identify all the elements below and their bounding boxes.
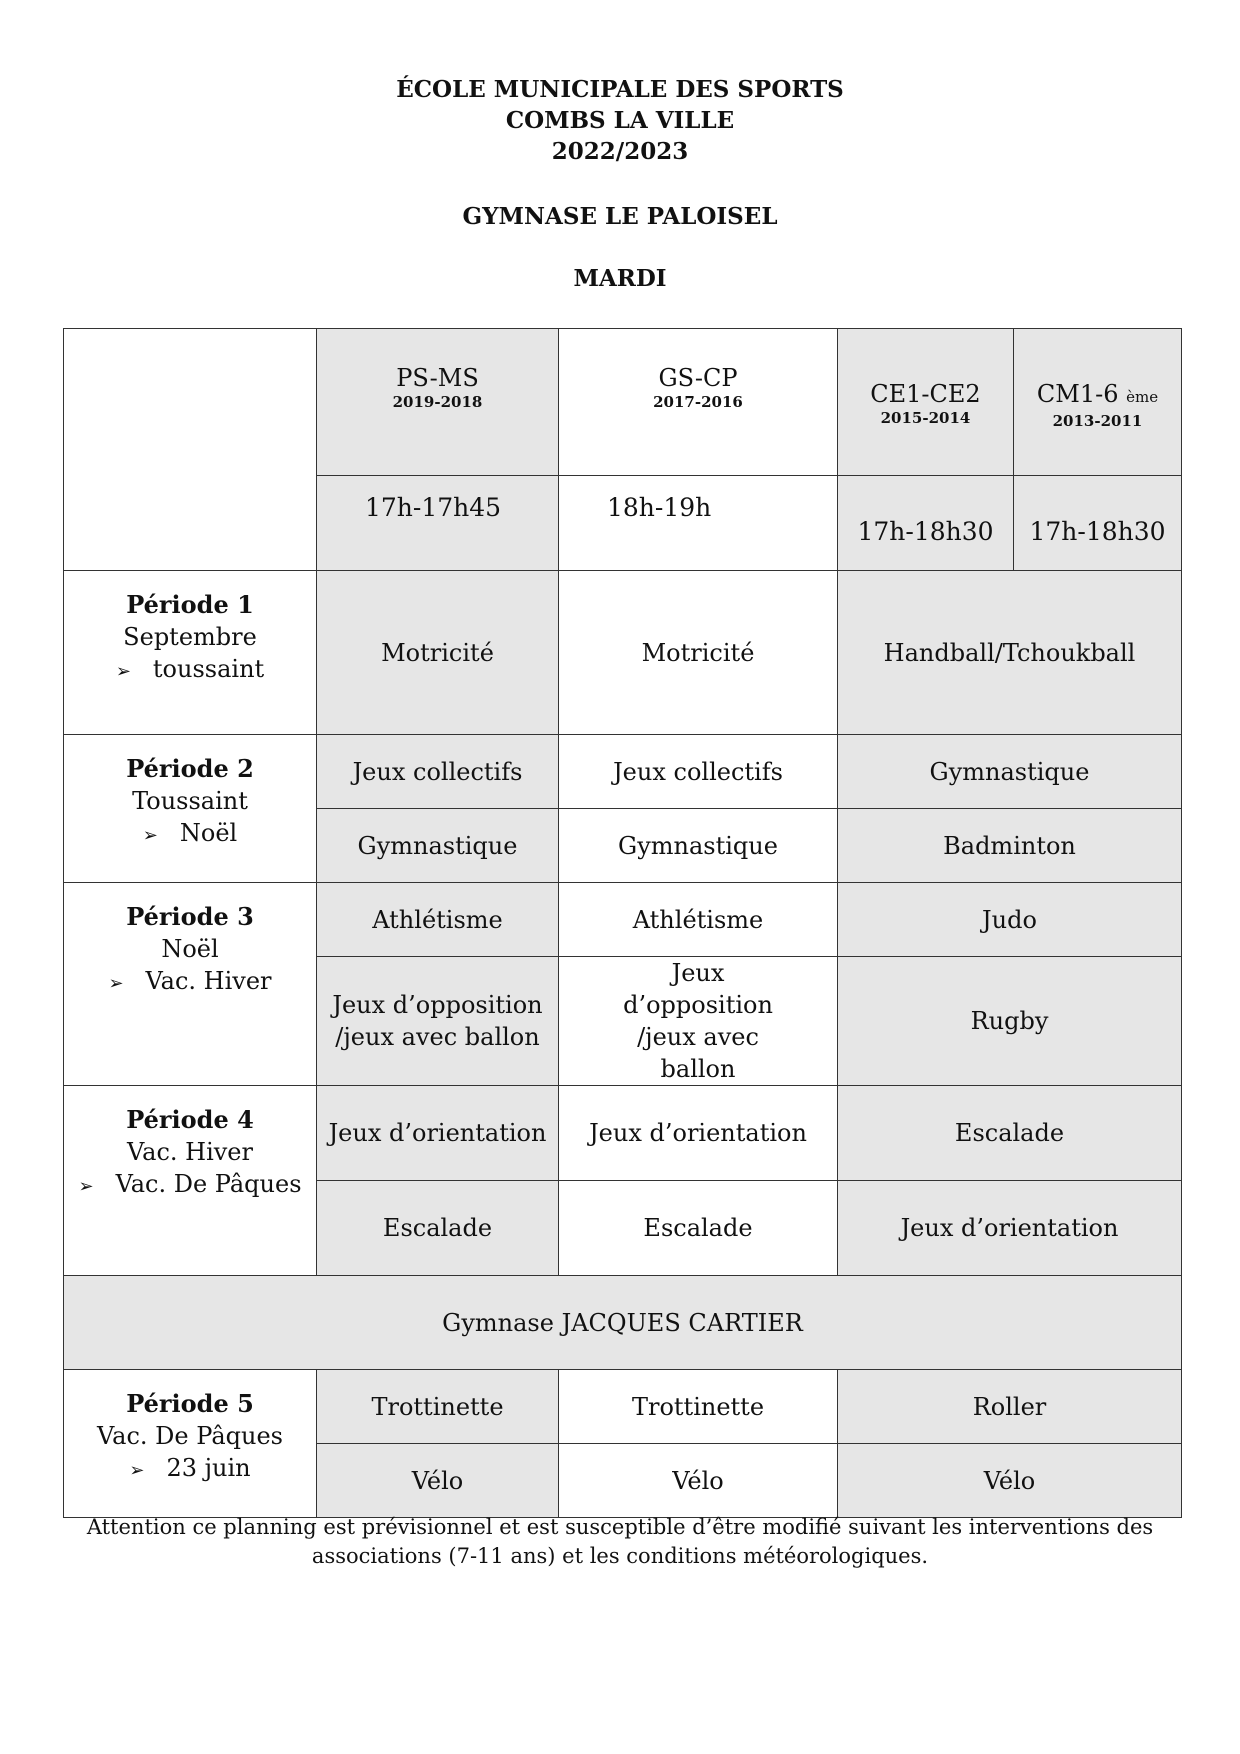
period-name: Période 3 (126, 902, 254, 931)
class-header-cell (1014, 329, 1182, 476)
period-label-cell (64, 1370, 317, 1518)
period-label-cell (64, 1086, 317, 1276)
period-row (64, 735, 1182, 809)
class-years: 2015-2014 (880, 409, 971, 427)
activity-cell: Escalade (838, 1086, 1182, 1181)
activity-cell: Rugby (838, 957, 1182, 1086)
period-name: Période 4 (126, 1105, 254, 1134)
period-label-cell (64, 571, 317, 735)
class-years: 2019-2018 (392, 393, 483, 411)
arrow-icon: ➢ (78, 1176, 94, 1197)
period-to-text: Vac. De Pâques (115, 1170, 302, 1198)
class-name-text: CM1-6 (1036, 380, 1119, 408)
activity-cell: Trottinette (559, 1370, 838, 1444)
document-title (0, 74, 1240, 167)
activity-cell: Badminton (838, 809, 1182, 883)
arrow-icon: ➢ (129, 1460, 145, 1481)
period-label-cell (64, 883, 317, 1086)
activity-cell: Athlétisme (559, 883, 838, 957)
activity-cell: Motricité (559, 571, 838, 735)
activity-cell: Gymnastique (838, 735, 1182, 809)
activity-cell: Jeux d’orientation (317, 1086, 559, 1181)
activity-cell: Roller (838, 1370, 1182, 1444)
activity-cell: Gymnastique (317, 809, 559, 883)
activity-cell: Jeux d’orientation (559, 1086, 838, 1181)
class-header-cell (838, 329, 1014, 476)
time-cell: 18h-19h (559, 476, 838, 571)
activity-cell: Jeux d’opposition /jeux avec ballon (559, 957, 838, 1086)
arrow-icon: ➢ (108, 973, 124, 994)
period-name: Période 5 (126, 1389, 254, 1418)
period-to (68, 965, 312, 1000)
gymnase-title: GYMNASE LE PALOISEL (462, 203, 778, 230)
activity-cell: Jeux collectifs (317, 735, 559, 809)
period-to-text: Vac. Hiver (145, 967, 272, 995)
activity-cell: Jeux collectifs (559, 735, 838, 809)
period-from: Septembre (123, 623, 257, 651)
activity-cell: Jeux d’opposition /jeux avec ballon (317, 957, 559, 1086)
activity-cell: Gymnastique (559, 809, 838, 883)
period-from: Vac. Hiver (127, 1138, 253, 1166)
activity-cell: Handball/Tchoukball (838, 571, 1182, 735)
period-to (68, 1452, 312, 1487)
activity-cell: Escalade (317, 1181, 559, 1276)
period-row (64, 883, 1182, 957)
period-name: Période 1 (126, 590, 254, 619)
period-from: Vac. De Pâques (97, 1422, 283, 1450)
time-cell: 17h-18h30 (838, 476, 1014, 571)
period-to (68, 817, 312, 852)
activity-cell: Trottinette (317, 1370, 559, 1444)
activity-cell: Vélo (559, 1444, 838, 1518)
schedule-table (63, 328, 1182, 1518)
period-from: Toussaint (132, 787, 248, 815)
period-to-text: 23 juin (166, 1454, 251, 1482)
corner-cell (64, 329, 317, 571)
period-label-cell (64, 735, 317, 883)
time-cell: 17h-17h45 (317, 476, 559, 571)
class-years: 2013-2011 (1052, 412, 1143, 430)
activity-cell: Vélo (838, 1444, 1182, 1518)
class-header-row (64, 329, 1182, 476)
period-row (64, 1086, 1182, 1181)
class-name (1018, 379, 1177, 412)
day-title: MARDI (573, 265, 667, 292)
period-to-text: Noël (179, 819, 238, 847)
class-name: GS-CP (658, 364, 738, 392)
activity-cell: Escalade (559, 1181, 838, 1276)
arrow-icon: ➢ (142, 825, 158, 846)
period-row (64, 1370, 1182, 1444)
activity-cell: Athlétisme (317, 883, 559, 957)
time-cell: 17h-18h30 (1014, 476, 1182, 571)
activity-cell: Judo (838, 883, 1182, 957)
planning-disclaimer: Attention ce planning est prévisionnel et est susceptible d’être modifié suivant les interventions des associations (7-11 ans) et les conditions météorologiques. (86, 1515, 1154, 1568)
period-from: Noël (161, 935, 219, 963)
title-line-season: 2022/2023 (551, 138, 689, 165)
title-line-school: ÉCOLE MUNICIPALE DES SPORTS (396, 76, 844, 103)
period-to (68, 1168, 312, 1203)
period-to (68, 653, 312, 688)
class-name-suffix: ème (1126, 388, 1159, 406)
class-header-cell (559, 329, 838, 476)
class-header-cell (317, 329, 559, 476)
activity-cell: Jeux d’orientation (838, 1181, 1182, 1276)
activity-cell: Motricité (317, 571, 559, 735)
activity-cell: Vélo (317, 1444, 559, 1518)
class-name: PS-MS (396, 364, 479, 392)
gymnase-separator-row (64, 1276, 1182, 1370)
period-name: Période 2 (126, 754, 254, 783)
arrow-icon: ➢ (115, 661, 131, 682)
gymnase-separator: Gymnase JACQUES CARTIER (64, 1276, 1182, 1370)
class-name: CE1-CE2 (870, 380, 981, 408)
period-row (64, 571, 1182, 735)
title-line-city: COMBS LA VILLE (505, 107, 735, 134)
period-to-text: toussaint (152, 655, 265, 683)
class-years: 2017-2016 (653, 393, 743, 411)
